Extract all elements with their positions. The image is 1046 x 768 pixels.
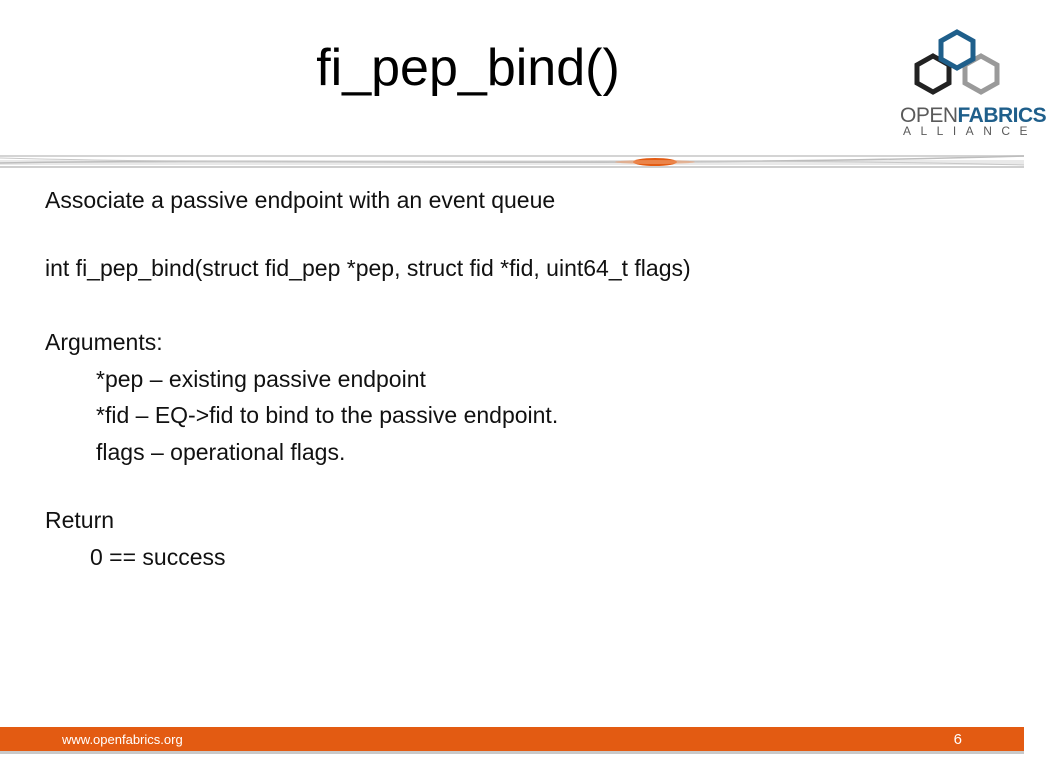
header-divider (0, 152, 1024, 172)
footer-url: www.openfabrics.org (62, 732, 183, 747)
logo-word-plain: OPEN (900, 104, 958, 127)
argument-item: *fid – EQ->fid to bind to the passive endpoint. (96, 402, 559, 428)
openfabrics-logo (900, 28, 1046, 140)
logo-word-accent: FABRICS (957, 104, 1046, 127)
logo-subtitle: ALLIANCE (903, 124, 1038, 138)
argument-item: flags – operational flags. (96, 439, 346, 465)
argument-item: *pep – existing passive endpoint (96, 366, 426, 392)
description-text: Associate a passive endpoint with an event queue (45, 187, 556, 213)
hexagon-logo-icon (912, 28, 1002, 106)
function-signature: int fi_pep_bind(struct fid_pep *pep, struct fid *fid, uint64_t flags) (45, 255, 691, 281)
arguments-heading: Arguments: (45, 329, 163, 355)
page-number: 6 (953, 731, 962, 748)
return-value: 0 == success (90, 544, 226, 570)
slide-title: fi_pep_bind() (316, 39, 620, 97)
footer-bar (0, 727, 1024, 751)
return-heading: Return (45, 507, 115, 533)
footer-underline (0, 751, 1024, 754)
